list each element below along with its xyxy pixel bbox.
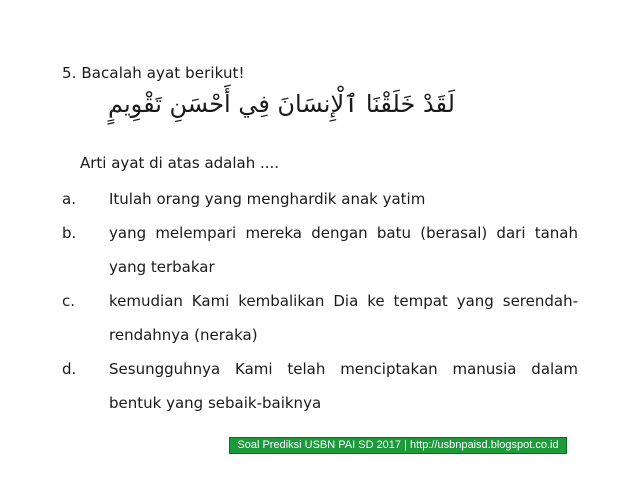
option-d <box>62 352 578 420</box>
option-a-letter: a. <box>62 190 76 208</box>
option-a <box>62 182 578 216</box>
option-c <box>62 284 578 352</box>
option-c-letter: c. <box>62 292 76 310</box>
option-b-text: yang melempari mereka dengan batu (berasal) dari tanah yang terbakar <box>109 224 578 276</box>
option-d-text: Sesungguhnya Kami telah menciptakan manusia dalam bentuk yang sebaik-baiknya <box>109 360 578 412</box>
footer-banner: Soal Prediksi USBN PAI SD 2017 | http://usbnpaisd.blogspot.co.id <box>229 437 567 454</box>
arabic-verse: لَقَدْ خَلَقْنَا ٱلْإِنسَانَ فِي أَحْسَنِ تَقْوِيمٍ <box>108 90 455 118</box>
question-prompt: Arti ayat di atas adalah .... <box>80 154 280 172</box>
option-b <box>62 216 578 284</box>
option-b-letter: b. <box>62 224 77 242</box>
option-d-letter: d. <box>62 360 77 378</box>
option-c-text: kemudian Kami kembalikan Dia ke tempat yang serendah-rendahnya (neraka) <box>109 292 578 344</box>
option-a-text: Itulah orang yang menghardik anak yatim <box>109 190 426 208</box>
question-title: 5. Bacalah ayat berikut! <box>62 64 245 82</box>
